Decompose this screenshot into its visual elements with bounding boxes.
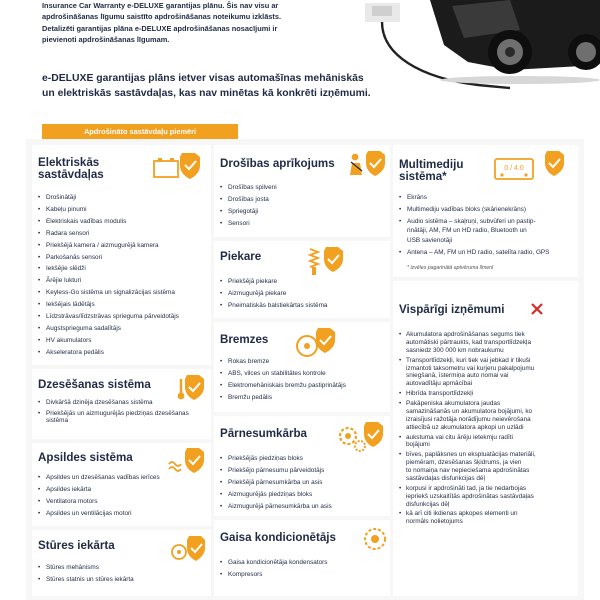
list-item: • HV akumulators [38, 338, 208, 344]
list-item: • Priekšējā piekare [220, 279, 386, 285]
list-item: • Kabeļu pinumi [38, 207, 208, 213]
suspension-spring-icon [306, 245, 346, 277]
list-item: • Drošības josta [220, 197, 386, 203]
panel-title: Piekare [220, 250, 262, 263]
list-item: • Priekšējā pārnesumkārba un asis [220, 480, 386, 486]
exclusion-item: • korpusi ir apdrošināti tad, ja tie nedarbojas iepriekš uzskaitītās apdrošinātas sastāvdaļas disfunkcijas dēļ [399, 485, 567, 509]
list-item: • Divkāršā dzinēja dzesēšanas sistēma [38, 400, 208, 406]
panel-title: Vispārīgi izņēmumi [399, 303, 505, 316]
list-item-continued: USB savienotāji [407, 236, 453, 244]
ac-fan-icon [362, 526, 388, 552]
intro-line: pievienoti apdrošināšanas līgumam. [42, 35, 170, 45]
panel-title: Pārnesumkārba [220, 427, 307, 440]
panel-title: Dzesēšanas sistēma [38, 378, 151, 391]
panel-steering [32, 530, 211, 596]
list-item: • Ekrāns [399, 195, 577, 201]
suspension-list [220, 279, 386, 315]
multimedia-list [399, 195, 577, 261]
panel-transmission [214, 416, 390, 516]
intro-text [42, 0, 342, 46]
coverage-line: un elektriskās sastāvdaļas, kas nav minētas kā konkrēti izņēmumi. [42, 87, 371, 99]
intro-line: apdrošināšanas līgumu saistīto apdrošināšanas noteikumu izklāsts. [42, 12, 282, 22]
list-item: • Antena – AM, FM un HD radio, satelīta radio, GPS [399, 250, 577, 256]
list-item: • Apsildes un ventilācijas motori [38, 511, 208, 517]
multimedia-note: * izvēles pagarinātā aptvēruma līmenī [407, 265, 494, 271]
list-item: • Bremžu pedālis [220, 395, 386, 401]
list-item: • Priekšējo pārnesumu pārveidotājs [220, 468, 386, 474]
panel-suspension [214, 241, 390, 318]
transmission-list [220, 456, 386, 516]
exclusion-item: • kā arī citi ikdienas apkopes elementi un normāls nolietojums [399, 510, 567, 526]
list-item: • Iekšējais lādētājs [38, 302, 208, 308]
panel-heating [32, 443, 211, 526]
list-item: • Augstsprieguma sadalītājs [38, 326, 208, 332]
panel-aircon [214, 520, 390, 596]
list-item: • Elektromehāniskais bremžu pastiprinātājs [220, 383, 386, 389]
list-item: • Priekšējās un aizmugurējās piedziņas dzesēšanas sistēma [38, 411, 208, 424]
panel-safety [214, 145, 390, 237]
list-item: • Pneimatiskās balstiekārtas sistēma [220, 303, 386, 309]
list-item: • Keyless-Go sistēma un signalizācijas sistēma [38, 290, 208, 296]
list-item: • Aizmugurējā pārnesumkārba un asis [220, 504, 386, 510]
list-item: • Priekšējā kamera / aizmugurējā kamera [38, 243, 208, 249]
intro-line: Detalizēti garantijas plāna e-DELUXE apdrošināšanas nosacījumi ir [42, 23, 278, 33]
coverage-line: e-DELUXE garantijas plāns ietver visas automašīnas mehāniskās [42, 73, 364, 84]
battery-icon [152, 151, 204, 181]
exclusion-item: • aukstuma vai citu ārēju ietekmju radīti bojājumi [399, 434, 567, 450]
list-item: • Elektriskais vadības modulis [38, 219, 208, 225]
list-item: • Audio sistēma – skaļruņi, subvūferi un pastip- [399, 219, 577, 225]
exclusion-item: • Akumulatora apdrošināšanas segums tiek automātiski pārtraukts, kad transportlīdzekļa sasniedz 300 000 km nobraukumu [399, 331, 567, 355]
panel-electrical [32, 145, 211, 365]
exclusions-list [399, 331, 567, 528]
list-item: • Radara sensori [38, 231, 208, 237]
list-item: • ABS, vilces un stabilitātes kontrole [220, 371, 386, 377]
aircon-list [220, 560, 386, 584]
thermometer-icon [177, 373, 207, 403]
list-item: • Līdzstrāvas/līdzstrāvas sprieguma pārveidotājs [38, 314, 208, 320]
list-item: • Kompresors [220, 572, 386, 578]
panel-cooling [32, 369, 211, 439]
safety-list [220, 185, 386, 233]
gears-icon [336, 420, 386, 454]
list-item: • Rokas bremze [220, 359, 386, 365]
brake-disc-icon [294, 326, 338, 360]
steering-list [38, 565, 208, 589]
steering-wheel-icon [169, 534, 207, 564]
components-grid [26, 139, 584, 600]
list-item: • Apsildes un dzesēšanas vadības ierīces [38, 475, 208, 481]
list-item: • Gaisa kondicionētāja kondensators [220, 560, 386, 566]
panel-title: Bremzes [220, 333, 269, 346]
list-item-continued: rinātāji, AM, FM un HD radio, Bluetooth un [407, 227, 527, 235]
list-item: • Aizmugurējās piedziņas bloks [220, 492, 386, 498]
heater-icon [167, 446, 207, 476]
panel-exclusions [393, 281, 578, 596]
list-item: • Drošības spilveni [220, 185, 386, 191]
list-item: • Iekšējie slēdži [38, 266, 208, 272]
coverage-statement [42, 72, 402, 102]
list-item: • Aizmugurējā piekare [220, 291, 386, 297]
list-item: • Ārējie lukturi [38, 278, 208, 284]
list-item: • Multimediju vadības bloks (skārienekrāns) [399, 207, 577, 213]
heating-list [38, 475, 208, 523]
cooling-list [38, 400, 208, 429]
radio-display-text: 0 / 4.0 [504, 165, 524, 172]
panel-title: Drošības aprīkojums [220, 157, 335, 170]
list-item: • Priekšējās piedziņas bloks [220, 456, 386, 462]
exclusion-item: • Transportlīdzekļi, kuri tiek vai jebkad ir tikuši izmantoti taksometru vai kurjeru pakalpojumu sniegšanā, īstermiņa auto nomai vai autovadītāju apmācībai [399, 357, 567, 389]
panel-title: Stūres iekārta [38, 539, 115, 552]
examples-tab: Apdrošināto sastāvdaļu piemēri [42, 124, 238, 139]
exclusion-item: • bīves, paplāksnes un ekspluatācijas materiāli, piemēram, dzesēšanas šķidrums, ja vien to nomaiņa nav nepieciešama apdrošinātas sastāvdaļas disfunkcijas dēļ [399, 451, 567, 483]
radio-icon [493, 149, 573, 185]
list-item: • Apsildes iekārta [38, 487, 208, 493]
panel-title: Gaisa kondicionētājs [220, 531, 336, 544]
panel-title: Multimediju sistēma* [399, 158, 464, 184]
electrical-list [38, 195, 208, 362]
list-item: • Parkošanās sensori [38, 255, 208, 261]
list-item: • Ventilatora motors [38, 499, 208, 505]
list-item: • Akseleratora pedālis [38, 350, 208, 356]
list-item: • Sensori [220, 221, 386, 227]
exclusion-item: • Hibrīda transportlīdzekļi [399, 390, 567, 398]
list-item: • Spriegotāji [220, 209, 386, 215]
panel-brakes [214, 322, 390, 412]
list-item: • Stūres mehānisms [38, 565, 208, 571]
intro-line: Insurance Car Warranty e-DELUXE garantijas plānu. Šis nav visu ar [42, 1, 279, 10]
panel-title: Elektriskās sastāvdaļas [38, 156, 104, 182]
seatbelt-icon [348, 149, 388, 179]
list-item: • Drošinātāji [38, 195, 208, 201]
cross-icon [529, 301, 545, 317]
panel-title: Apsildes sistēma [38, 451, 133, 464]
panel-multimedia [393, 145, 578, 277]
exclusion-item: • Pakāpeniska akumulatora jaudas samazināšanās un akumulatora bojājumi, ko izraisījusi ražotāja norādījumu neievērošana attiecībā uz akumulatora apkopi un uzlādi [399, 400, 567, 432]
list-item: • Stūres statnis un stūres iekārta [38, 577, 208, 583]
brakes-list [220, 359, 386, 407]
